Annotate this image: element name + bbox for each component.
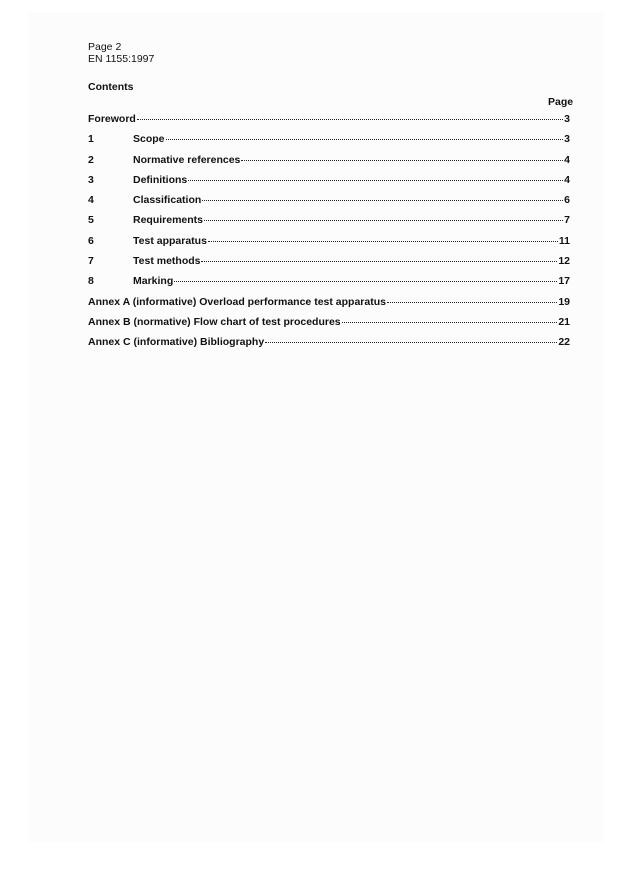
toc-entry-number: 2 xyxy=(88,153,94,166)
toc-entry-number: 6 xyxy=(88,234,94,247)
toc-dot-leader xyxy=(241,160,563,161)
toc-dot-leader xyxy=(201,261,557,262)
toc-entry-page: 17 xyxy=(558,275,570,288)
toc-entry-title: Annex B (normative) Flow chart of test procedures xyxy=(88,315,341,328)
toc-entry-page: 3 xyxy=(564,113,570,125)
toc-entry-page: 4 xyxy=(564,173,570,186)
toc-entry-page: 19 xyxy=(558,295,570,308)
toc-entry-number: 5 xyxy=(88,214,94,227)
toc-entry-title: Annex C (informative) Bibliography xyxy=(88,336,265,349)
toc-entry-title: Test apparatus xyxy=(133,234,207,247)
toc-dot-leader xyxy=(202,200,563,201)
toc-entry-number: 4 xyxy=(88,194,94,207)
toc-dot-leader xyxy=(174,281,557,282)
toc-entry[interactable] xyxy=(88,336,570,356)
toc-entry[interactable] xyxy=(88,133,570,153)
contents-heading: Contents xyxy=(88,81,134,93)
toc-dot-leader xyxy=(387,302,557,303)
toc-entry[interactable] xyxy=(88,255,570,275)
toc-entry-title: Requirements xyxy=(133,214,204,227)
page-column-label: Page xyxy=(548,96,574,108)
toc-entry-page: 11 xyxy=(558,234,570,247)
toc-entry[interactable] xyxy=(88,214,570,234)
toc-entry-page: 22 xyxy=(558,336,570,349)
toc-entry-title: Annex A (informative) Overload performance test apparatus xyxy=(88,295,386,308)
toc-entry[interactable] xyxy=(88,113,570,133)
toc-entry-page: 3 xyxy=(564,133,570,146)
toc-entry[interactable] xyxy=(88,194,570,214)
toc-entry-title: Marking xyxy=(133,275,174,288)
toc-dot-leader xyxy=(265,342,557,343)
toc-entry-page: 21 xyxy=(558,315,570,328)
standard-code-header: EN 1155:1997 xyxy=(88,53,155,65)
toc-entry-title: Normative references xyxy=(133,153,241,166)
toc-entry[interactable] xyxy=(88,296,570,316)
toc-entry[interactable] xyxy=(88,275,570,295)
toc-entry-page: 12 xyxy=(558,255,570,268)
toc-entry-page: 4 xyxy=(564,153,570,166)
toc-entry-number: 3 xyxy=(88,173,94,186)
toc-entry-number: 1 xyxy=(88,133,94,146)
toc-dot-leader xyxy=(204,220,563,221)
page-number-header: Page 2 xyxy=(88,41,122,53)
toc-dot-leader xyxy=(342,322,558,323)
toc-entry-page: 6 xyxy=(564,194,570,207)
toc-entry[interactable] xyxy=(88,235,570,255)
toc-entry-title: Definitions xyxy=(133,173,188,186)
toc-entry-number: 8 xyxy=(88,275,94,288)
toc-dot-leader xyxy=(166,139,564,140)
table-of-contents xyxy=(88,113,570,357)
toc-dot-leader xyxy=(208,241,558,242)
toc-entry-title: Test methods xyxy=(133,255,201,268)
toc-entry-title: Foreword xyxy=(88,113,136,125)
toc-entry-title: Scope xyxy=(133,133,165,146)
toc-dot-leader xyxy=(137,119,563,120)
toc-entry[interactable] xyxy=(88,154,570,174)
toc-entry-page: 7 xyxy=(564,214,570,227)
toc-entry[interactable] xyxy=(88,316,570,336)
toc-entry-number: 7 xyxy=(88,255,94,268)
toc-dot-leader xyxy=(188,180,563,181)
toc-entry-title: Classification xyxy=(133,194,202,207)
toc-entry[interactable] xyxy=(88,174,570,194)
